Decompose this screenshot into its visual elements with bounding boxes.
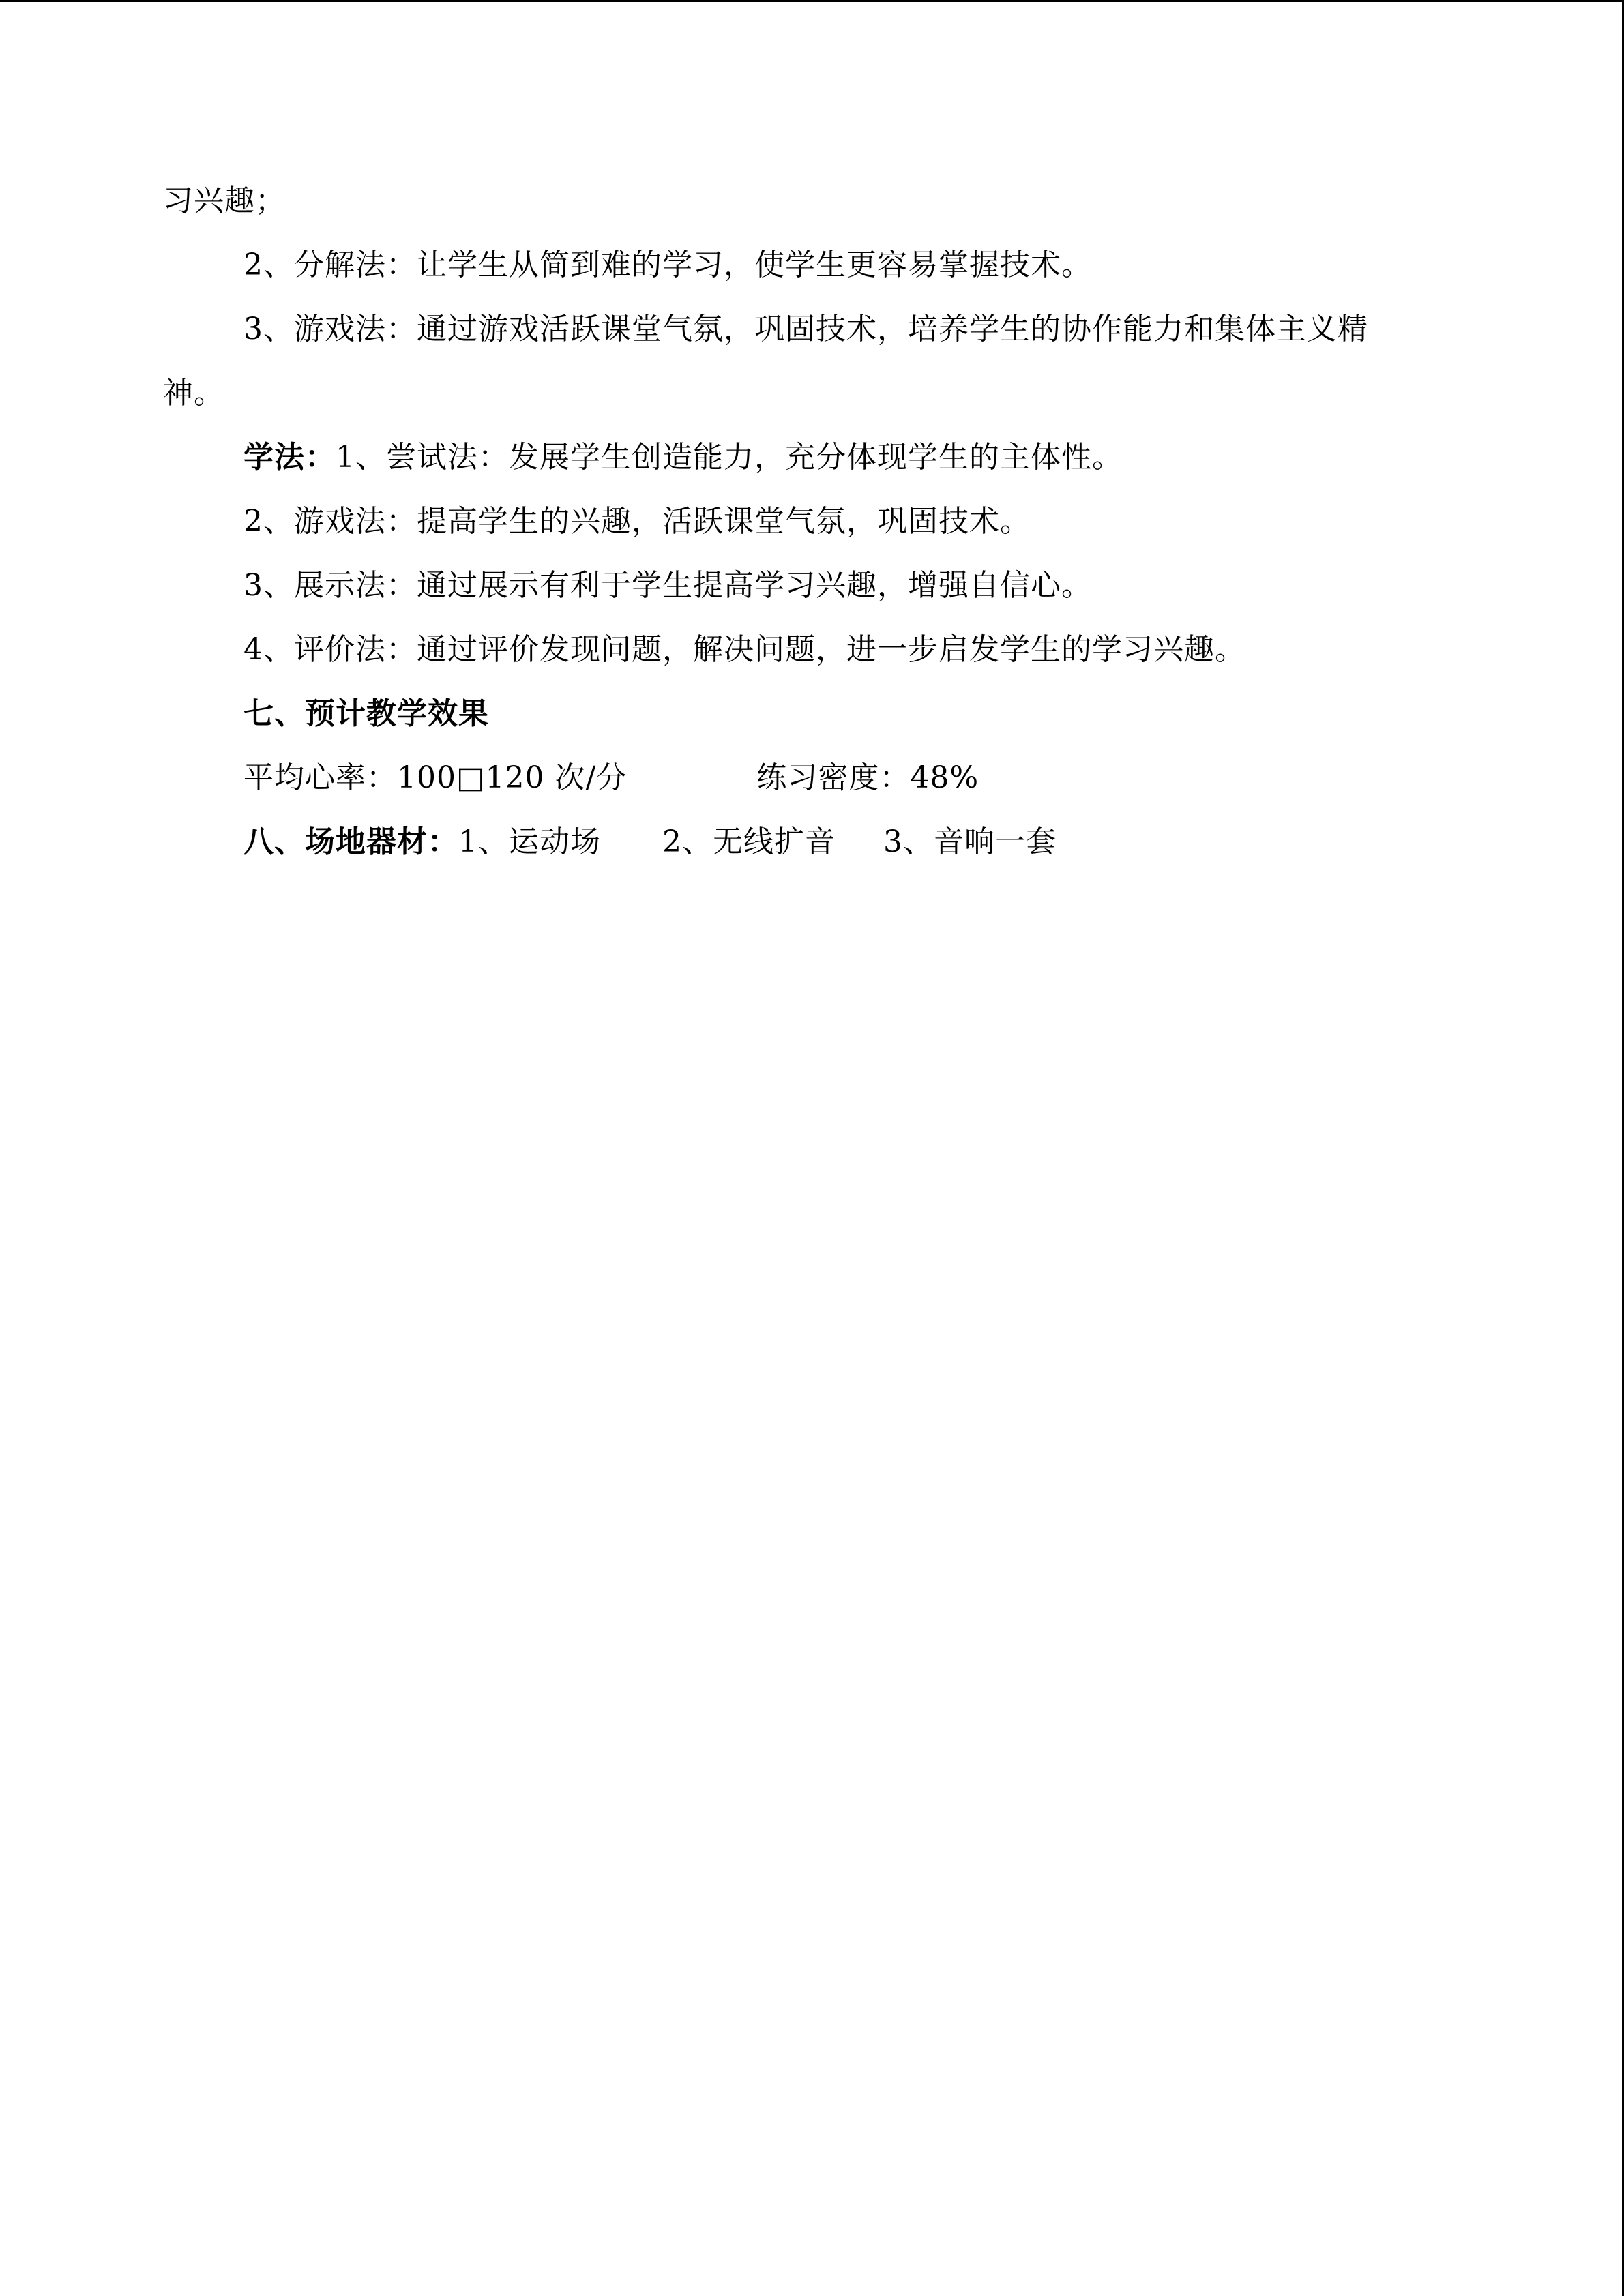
paragraph-line: 2、分解法：让学生从简到难的学习，使学生更容易掌握技术。 [243,248,1092,282]
equipment-line [243,822,1057,863]
practice-density: 练习密度：48% [756,760,979,795]
learning-method-line [243,437,1123,478]
paragraph-line: 3、展示法：通过展示有利于学生提高学习兴趣，增强自信心。 [243,568,1092,603]
paragraph-line: 3、游戏法：通过游戏活跃课堂气氛，巩固技术，培养学生的协作能力和集体主义精 [243,312,1368,346]
paragraph-line: 2、游戏法：提高学生的兴趣，活跃课堂气氛，巩固技术。 [243,504,1031,539]
paragraph-line: 4、评价法：通过评价发现问题，解决问题，进一步启发学生的学习兴趣。 [243,632,1245,667]
effect-line [243,758,979,799]
section-heading: 七、预计教学效果 [243,696,489,731]
equipment-item: 2、无线扩音 [662,824,836,859]
paragraph-line: 神。 [163,376,224,411]
learning-method-item: 1、尝试法：发展学生创造能力，充分体现学生的主体性。 [336,440,1123,475]
paragraph-line: 习兴趣； [163,183,286,218]
heart-rate: 平均心率：100□120 次/分 [243,760,628,795]
section-heading: 八、场地器材： [243,824,458,859]
equipment-item: 1、运动场 [458,824,601,859]
equipment-item: 3、音响一套 [883,824,1057,859]
learning-method-label: 学法： [243,440,336,475]
